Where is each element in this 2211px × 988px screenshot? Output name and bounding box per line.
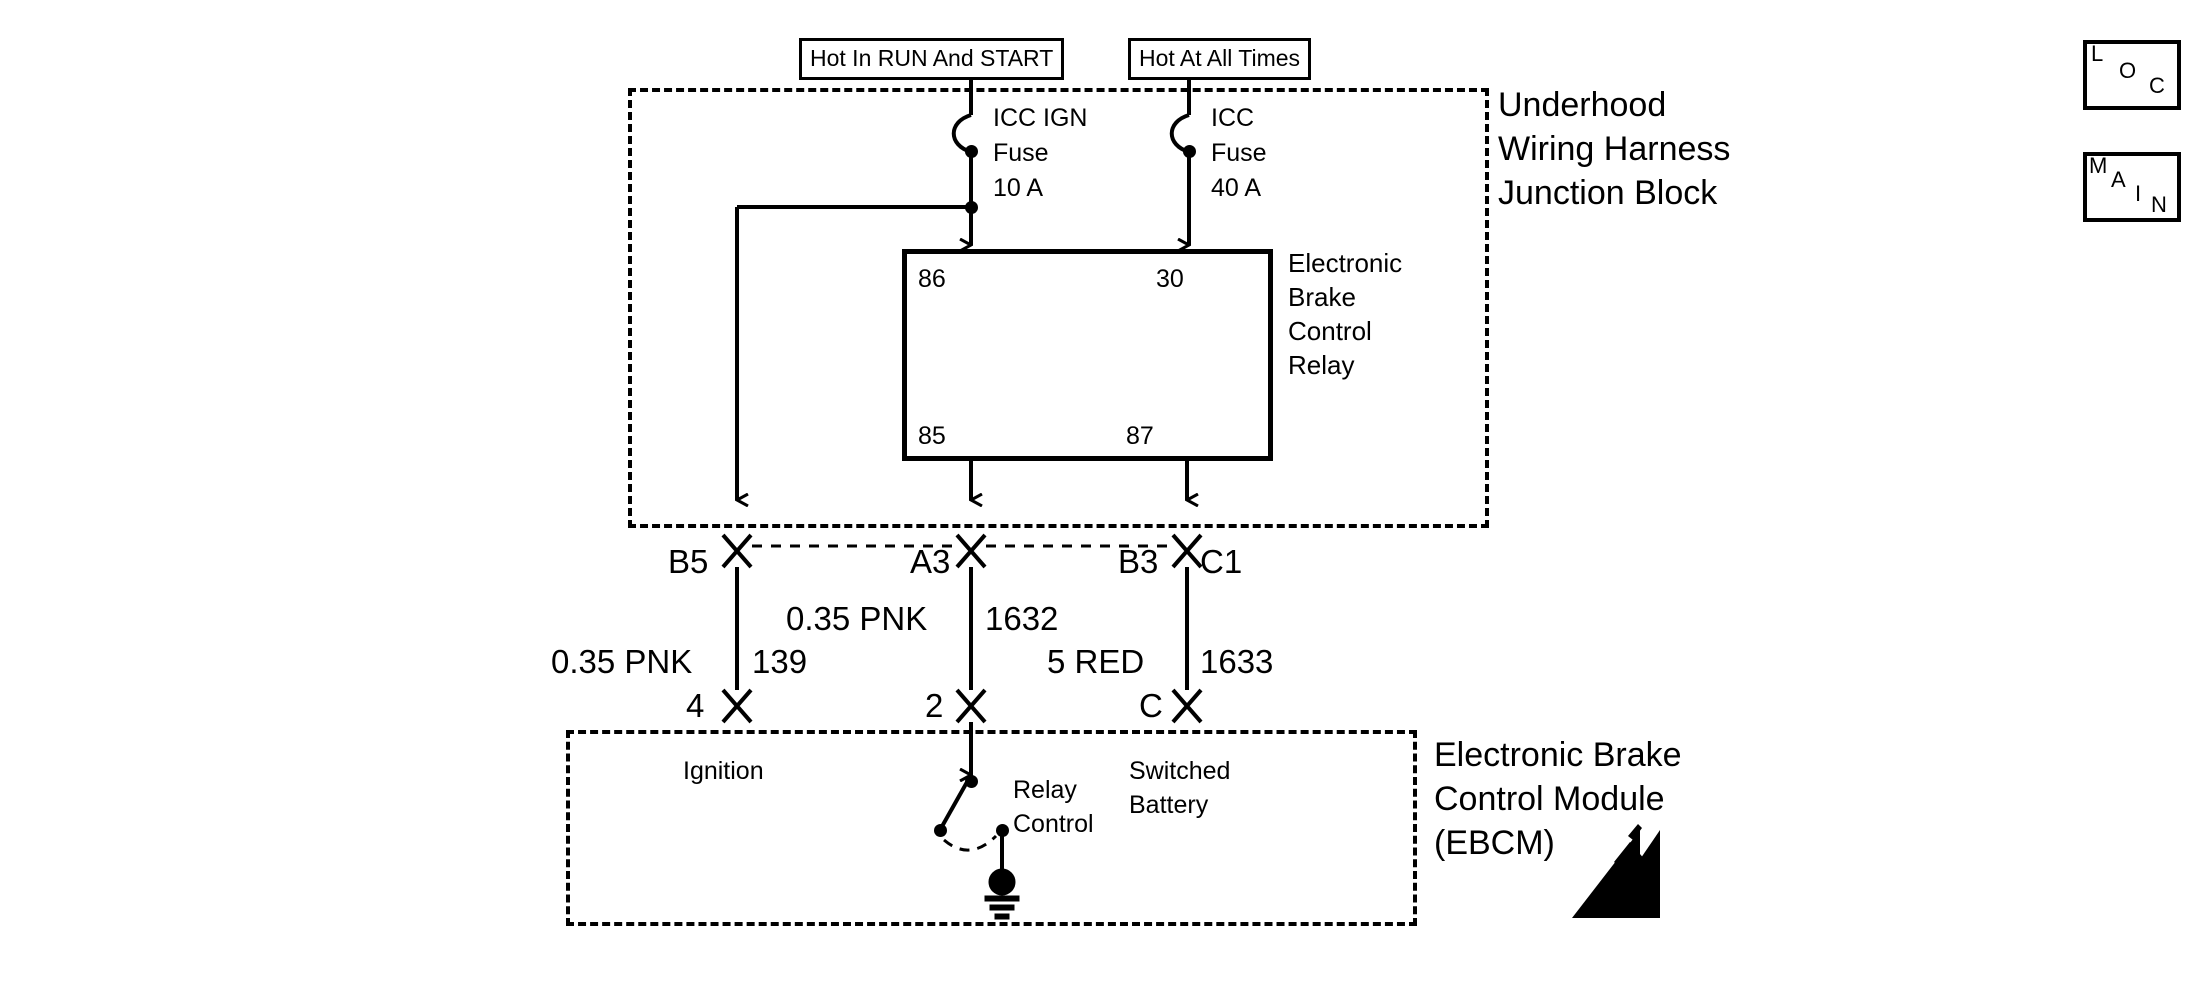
main-badge-letter-i: I [2135,181,2142,206]
wire-139-gauge-color: 0.35 PNK [551,643,693,680]
connector-c1: C1 [1200,543,1243,580]
wire-1633-circuit: 1633 [1200,643,1274,680]
icc-ign-fuse-rating: 10 A [993,174,1044,202]
relay-terminal-85: 85 [918,422,946,450]
ebcm-pin-label-ignition: Ignition [683,757,764,785]
wire-1632-circuit: 1632 [985,600,1059,637]
ebcm-pin-4: 4 [686,687,705,724]
icc-ign-fuse-label-line1: ICC IGN [993,104,1088,132]
wire-139-circuit: 139 [752,643,808,680]
main-badge-letter-n: N [2151,192,2167,217]
hot-in-run-and-start-label: Hot In RUN And START [799,38,1064,80]
icc-fuse-label-line1: ICC [1211,104,1255,132]
relay-terminal-86: 86 [918,265,946,293]
wire-1633-gauge-color: 5 RED [1047,643,1145,680]
connector-b3: B3 [1118,543,1159,580]
relay-terminal-87: 87 [1126,422,1154,450]
esd-symbol [1572,824,1660,918]
loc-badge [2083,40,2181,110]
loc-badge-letter-l: L [2091,41,2104,66]
ebcm-pin-label-switched-battery-line1: Switched [1129,757,1231,785]
underhood-block-title-line2: Wiring Harness [1498,130,1731,168]
icc-ign-fuse-label-line2: Fuse [993,139,1049,167]
ebcm-pin-label-relay-control-line2: Control [1013,810,1094,838]
main-badge [2083,152,2181,222]
hot-at-all-times-label: Hot At All Times [1128,38,1311,80]
ebcm-pin-c: C [1139,687,1163,724]
relay-name-line4: Relay [1288,350,1355,380]
ebcm-pin-label-switched-battery-line2: Battery [1129,791,1209,819]
relay-name-line1: Electronic [1288,248,1403,278]
ebcm-pin-2: 2 [925,687,944,724]
wire-1632-gauge-color: 0.35 PNK [786,600,928,637]
ebcm-title-line1: Electronic Brake [1434,736,1682,774]
electronic-brake-control-relay-box [902,249,1273,461]
loc-badge-letter-o: O [2119,58,2137,83]
relay-terminal-30: 30 [1156,265,1184,293]
ebcm-pin-label-relay-control-line1: Relay [1013,776,1077,804]
loc-badge-letter-c: C [2149,73,2165,98]
icc-fuse-rating: 40 A [1211,174,1262,202]
relay-name-line3: Control [1288,316,1372,346]
icc-fuse-label-line2: Fuse [1211,139,1267,167]
connector-a3: A3 [910,543,951,580]
ebcm-title-line3: (EBCM) [1434,824,1555,862]
underhood-block-title-line1: Underhood [1498,86,1667,124]
relay-name-line2: Brake [1288,282,1356,312]
ebcm-title-line2: Control Module [1434,780,1665,818]
underhood-block-title-line3: Junction Block [1498,174,1718,212]
main-badge-letter-a: A [2111,167,2126,192]
main-badge-letter-m: M [2089,153,2108,178]
connector-b5: B5 [668,543,709,580]
